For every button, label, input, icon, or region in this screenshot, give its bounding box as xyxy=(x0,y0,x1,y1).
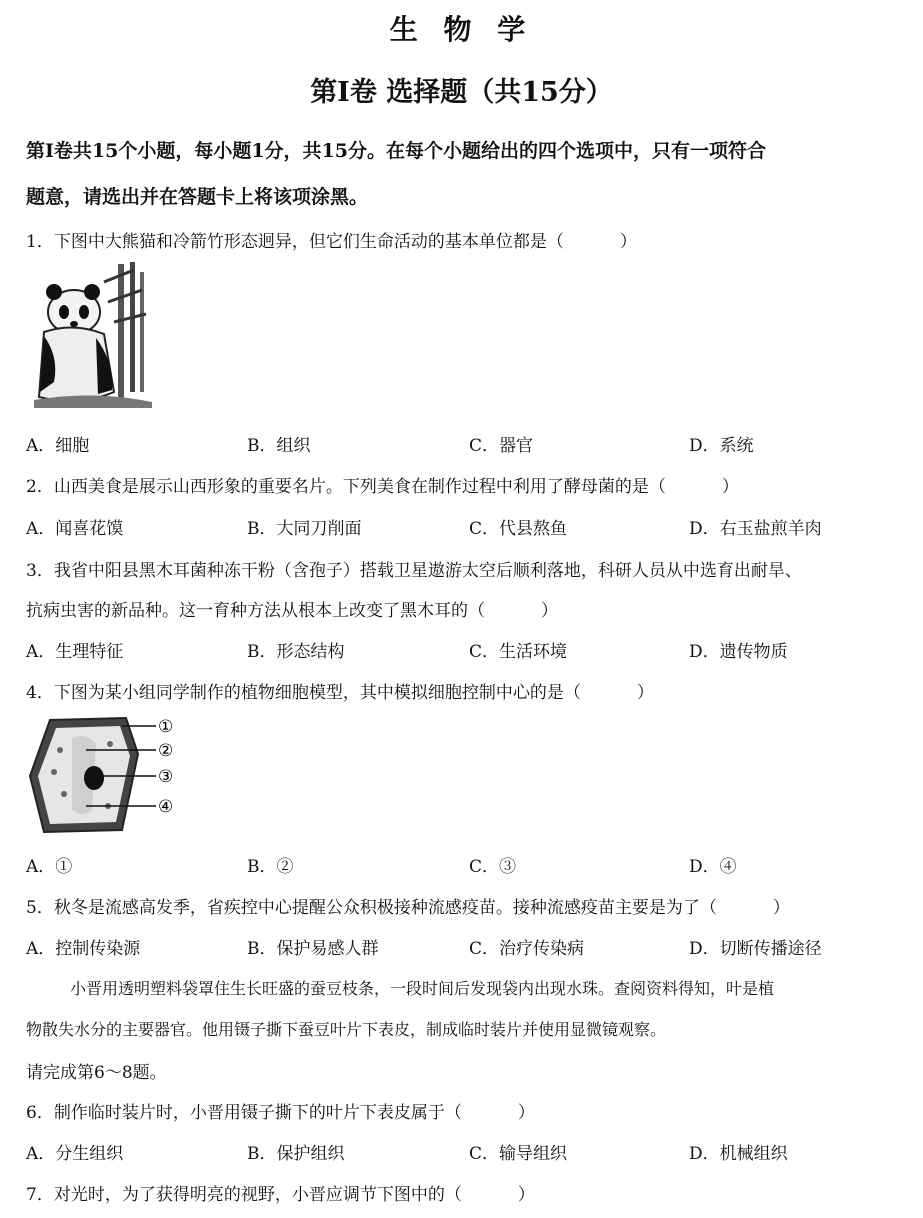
cell-label-4: ④ xyxy=(158,797,174,817)
question-3-stem: 3．我省中阳县黑木耳菌种冻干粉（含孢子）搭载卫星遨游太空后顺利落地，科研人员从中选育出耐旱、 xyxy=(26,561,802,581)
q2-option-b[interactable]: B．大同刀削面 xyxy=(247,519,362,539)
q2-option-d[interactable]: D．右玉盐煎羊肉 xyxy=(689,519,822,539)
passage-line-1: 小晋用透明塑料袋罩住生长旺盛的蚕豆枝条，一段时间后发现袋内出现水珠。查阅资料得知，叶是植 xyxy=(70,979,775,998)
q4-option-b[interactable]: B．② xyxy=(247,857,294,877)
q5-option-b[interactable]: B．保护易感人群 xyxy=(247,939,379,959)
plant-cell-model-image xyxy=(26,714,176,836)
q2-option-c[interactable]: C．代县熬鱼 xyxy=(469,519,568,539)
section-title: 第Ⅰ卷 选择题（共15分） xyxy=(310,77,613,108)
passage-line-3: 请完成第6～8题。 xyxy=(26,1063,167,1083)
question-7-stem: 7．对光时，为了获得明亮的视野，小晋应调节下图中的（ ） xyxy=(26,1185,535,1205)
q1-option-c[interactable]: C．器官 xyxy=(469,436,534,456)
question-6-stem: 6．制作临时装片时，小晋用镊子撕下的叶片下表皮属于（ ） xyxy=(26,1103,535,1123)
q4-option-d[interactable]: D．④ xyxy=(689,857,737,877)
cell-label-3: ③ xyxy=(158,767,174,787)
q6-option-c[interactable]: C．输导组织 xyxy=(469,1144,568,1164)
q4-option-c[interactable]: C．③ xyxy=(469,857,517,877)
q5-option-c[interactable]: C．治疗传染病 xyxy=(469,939,585,959)
panda-bamboo-image xyxy=(34,262,152,408)
q1-option-a[interactable]: A．细胞 xyxy=(26,436,90,456)
q6-option-d[interactable]: D．机械组织 xyxy=(689,1144,788,1164)
instructions-line-2: 题意，请选出并在答题卡上将该项涂黑。 xyxy=(26,186,369,208)
q5-option-d[interactable]: D．切断传播途径 xyxy=(689,939,822,959)
question-2-stem: 2．山西美食是展示山西形象的重要名片。下列美食在制作过程中利用了酵母菌的是（ ） xyxy=(26,477,739,497)
q6-option-b[interactable]: B．保护组织 xyxy=(247,1144,345,1164)
q6-option-a[interactable]: A．分生组织 xyxy=(26,1144,124,1164)
q3-option-c[interactable]: C．生活环境 xyxy=(469,642,568,662)
q4-option-a[interactable]: A．① xyxy=(26,857,73,877)
q1-option-d[interactable]: D．系统 xyxy=(689,436,754,456)
passage-line-2: 物散失水分的主要器官。他用镊子撕下蚕豆叶片下表皮，制成临时装片并使用显微镜观察。 xyxy=(26,1020,667,1039)
q1-option-b[interactable]: B．组织 xyxy=(247,436,311,456)
q3-option-b[interactable]: B．形态结构 xyxy=(247,642,345,662)
question-4-stem: 4．下图为某小组同学制作的植物细胞模型，其中模拟细胞控制中心的是（ ） xyxy=(26,683,654,703)
cell-label-1: ① xyxy=(158,717,174,737)
document-title: 生 物 学 xyxy=(389,13,534,46)
question-5-stem: 5．秋冬是流感高发季，省疾控中心提醒公众积极接种流感疫苗。接种流感疫苗主要是为了（ ） xyxy=(26,898,790,918)
q2-option-a[interactable]: A．闻喜花馍 xyxy=(26,519,124,539)
instructions-line-1: 第Ⅰ卷共15个小题，每小题1分，共15分。在每个小题给出的四个选项中，只有一项符合 xyxy=(26,140,766,162)
question-3-stem-cont: 抗病虫害的新品种。这一育种方法从根本上改变了黑木耳的（ ） xyxy=(26,601,558,621)
cell-label-2: ② xyxy=(158,741,174,761)
q5-option-a[interactable]: A．控制传染源 xyxy=(26,939,141,959)
q3-option-d[interactable]: D．遗传物质 xyxy=(689,642,788,662)
q3-option-a[interactable]: A．生理特征 xyxy=(26,642,124,662)
question-1-stem: 1．下图中大熊猫和冷箭竹形态迥异，但它们生命活动的基本单位都是（ ） xyxy=(26,232,637,252)
